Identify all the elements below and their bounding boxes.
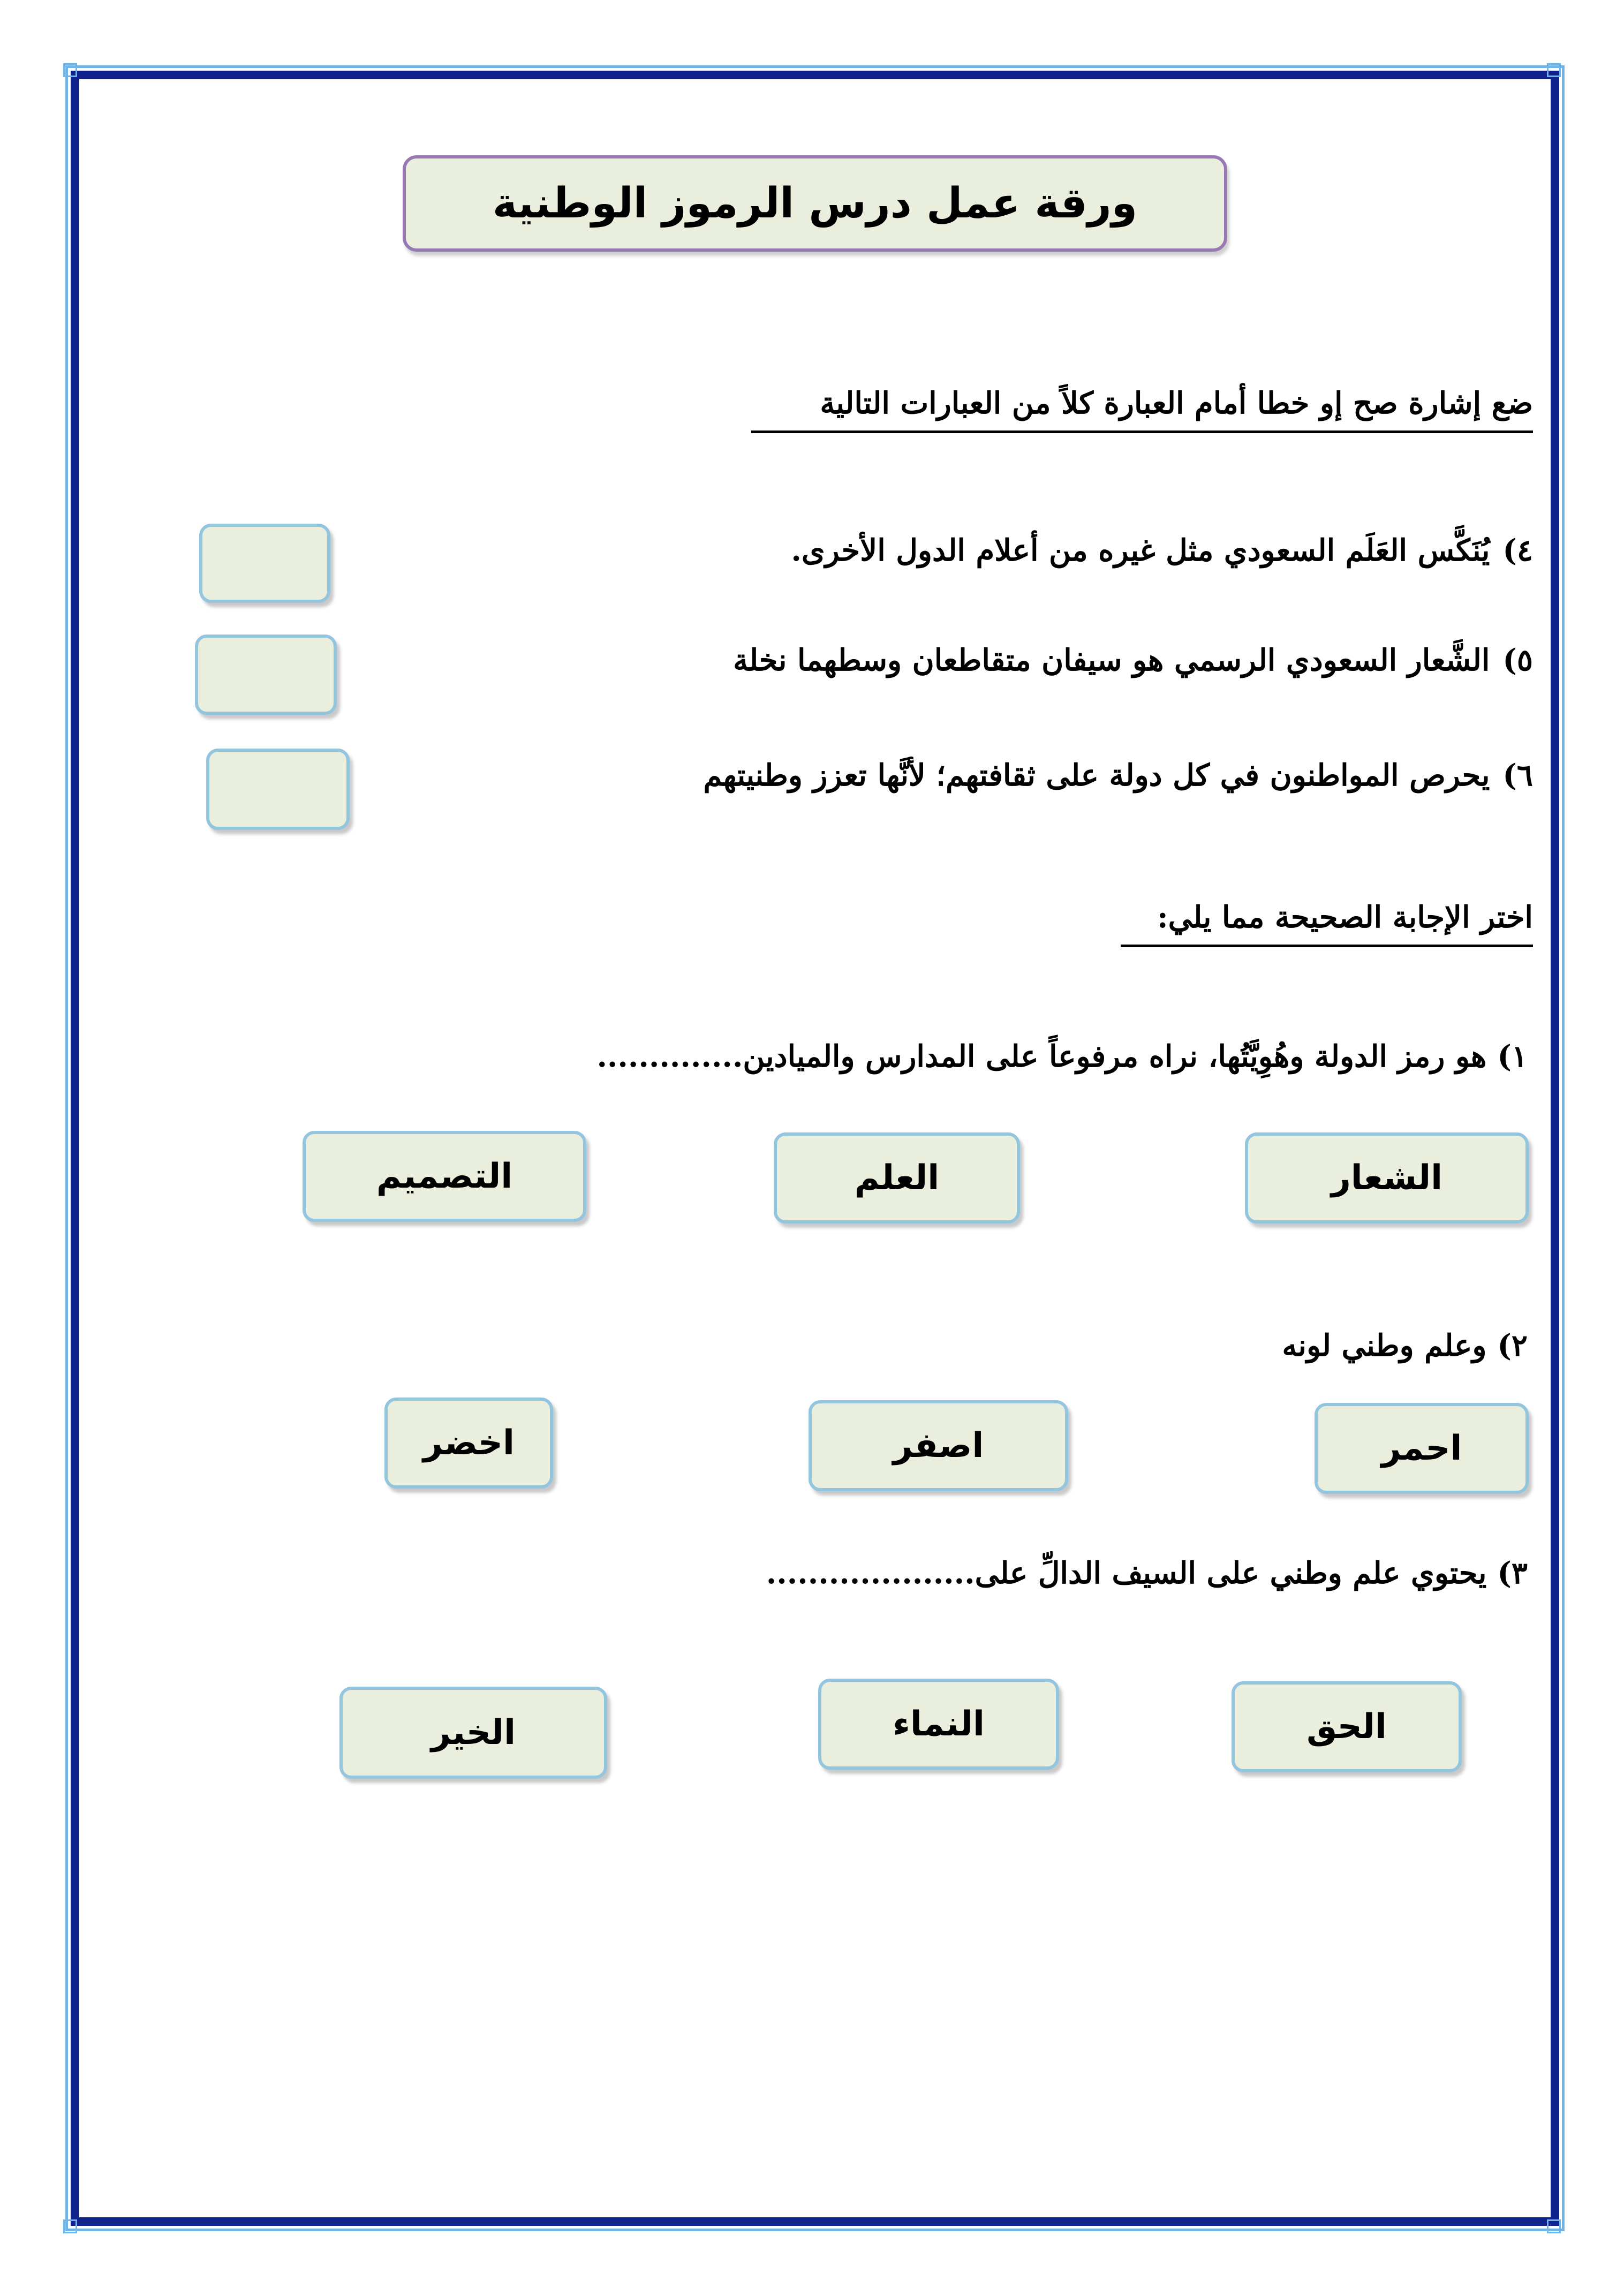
tf-statement-number: ٦) [1502,758,1533,793]
corner-mark-bottom-left [63,2219,77,2233]
corner-mark-top-left [63,63,77,77]
mc-question-text: وعلم وطني لونه [1282,1328,1487,1363]
mc-q2-option-2[interactable]: اصفر [809,1400,1068,1491]
multiple-choice-instruction: اختر الإجابة الصحيحة مما يلي: [1121,900,1533,947]
mc-question-1 [596,1039,1528,1074]
corner-mark-bottom-right [1547,2219,1561,2233]
true-false-instruction: ضع إشارة صح إو خطا أمام العبارة كلاً من العبارات التالية [751,386,1533,433]
tf-statement-number: ٤) [1502,533,1533,568]
tf-statement-5 [733,643,1533,678]
mc-q1-option-2[interactable]: العلم [774,1132,1020,1223]
tf-statement-text: يُنَكَّس العَلَم السعودي مثل غيره من أعلام الدول الأخرى. [791,533,1490,568]
worksheet-title: ورقة عمل درس الرموز الوطنية [403,155,1227,252]
tf-statement-text: يحرص المواطنون في كل دولة على ثقافتهم؛ لأنَّها تعزز وطنيتهم [703,758,1490,793]
mc-q1-option-3[interactable]: التصميم [303,1131,586,1222]
mc-q1-option-1[interactable]: الشعار [1245,1132,1529,1223]
tf-answer-box-5[interactable] [195,635,337,715]
mc-question-number: ١) [1497,1039,1528,1074]
mc-q2-option-3[interactable]: اخضر [384,1398,553,1489]
mc-q2-option-1[interactable]: احمر [1315,1403,1529,1494]
tf-answer-box-6[interactable] [206,749,350,830]
mc-q3-option-1[interactable]: الحق [1232,1681,1462,1772]
tf-statement-6 [704,758,1533,793]
mc-q3-option-2[interactable]: النماء [818,1679,1059,1770]
mc-question-number: ٣) [1497,1555,1528,1591]
tf-statement-text: الشَّعار السعودي الرسمي هو سيفان متقاطعان وسطهما نخلة [733,643,1490,678]
mc-question-2 [1282,1328,1528,1363]
mc-question-text: يحتوي علم وطني على السيف الدالِّ على.................... [766,1555,1487,1591]
mc-question-3 [766,1555,1528,1591]
corner-mark-top-right [1547,63,1561,77]
tf-statement-number: ٥) [1502,643,1533,678]
mc-question-number: ٢) [1497,1328,1528,1363]
tf-answer-box-4[interactable] [199,524,330,603]
mc-question-text: هو رمز الدولة وهُوِيَّتُها، نراه مرفوعاً على المدارس والميادين.............. [596,1039,1487,1074]
mc-q3-option-3[interactable]: الخير [339,1687,607,1779]
tf-statement-4 [791,533,1533,568]
